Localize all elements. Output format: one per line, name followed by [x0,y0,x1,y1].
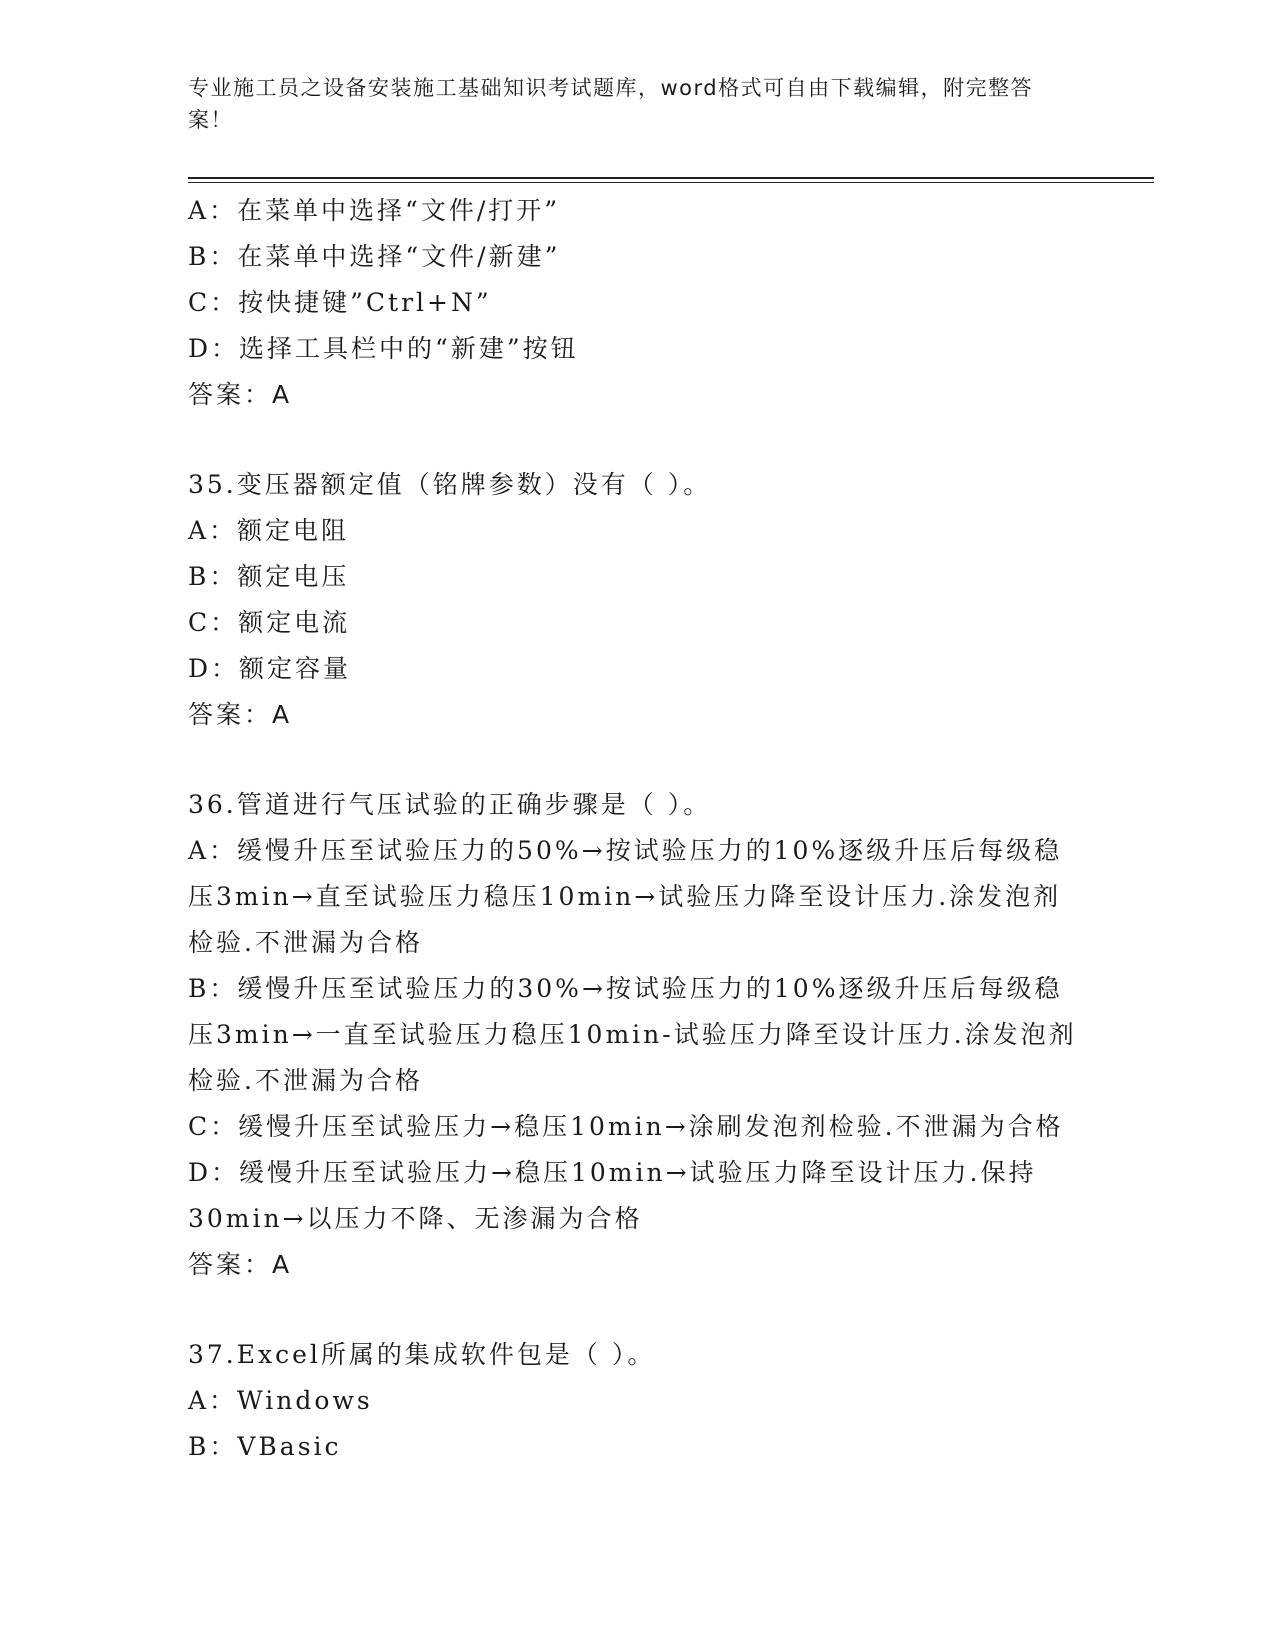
question-36 [188,782,1108,1288]
spacer [188,738,1108,782]
option-c: C：额定电流 [188,608,351,637]
answer: 答案：A [188,700,293,729]
option-d: D：额定容量 [188,654,352,683]
question-35 [188,462,1108,738]
spacer [188,418,1108,462]
option-d: D：缓慢升压至试验压力→稳压10min→试验压力降至设计压力.保持30min→以压力不降、无渗漏为合格 [188,1158,1037,1233]
question-37 [188,1332,1108,1470]
spacer [188,1288,1108,1332]
option-b: B：缓慢升压至试验压力的30%→按试验压力的10%逐级升压后每级稳压3min→一直至试验压力稳压10min-试验压力降至设计压力.涂发泡剂检验.不泄漏为合格 [188,974,1077,1095]
option-d: D：选择工具栏中的“新建”按钮 [188,334,579,363]
answer: 答案：A [188,1250,293,1279]
answer: 答案：A [188,380,293,409]
option-b: B：VBasic [188,1432,342,1461]
page-header-title: 专业施工员之设备安装施工基础知识考试题库，word格式可自由下载编辑，附完整答案！ [188,76,1034,132]
option-a: A：在菜单中选择“文件/打开” [188,196,561,225]
option-c: C：缓慢升压至试验压力→稳压10min→涂刷发泡剂检验.不泄漏为合格 [188,1112,1064,1141]
option-b: B：在菜单中选择“文件/新建” [188,242,561,271]
option-c: C：按快捷键”Ctrl+N” [188,288,492,317]
question-text: 35.变压器额定值（铭牌参数）没有（ ）。 [188,470,712,499]
header-rule-thick [188,177,1154,179]
option-b: B：额定电压 [188,562,350,591]
option-a: A：Windows [188,1386,373,1415]
question-text: 37.Excel所属的集成软件包是（ ）。 [188,1340,656,1369]
option-a: A：额定电阻 [188,516,350,545]
question-list [188,188,1108,1470]
question-34 [188,188,1108,418]
option-a: A：缓慢升压至试验压力的50%→按试验压力的10%逐级升压后每级稳压3min→直至试验压力稳压10min→试验压力降至设计压力.涂发泡剂检验.不泄漏为合格 [188,836,1063,957]
header-rule-thin [188,182,1154,183]
question-text: 36.管道进行气压试验的正确步骤是（ ）。 [188,790,712,819]
